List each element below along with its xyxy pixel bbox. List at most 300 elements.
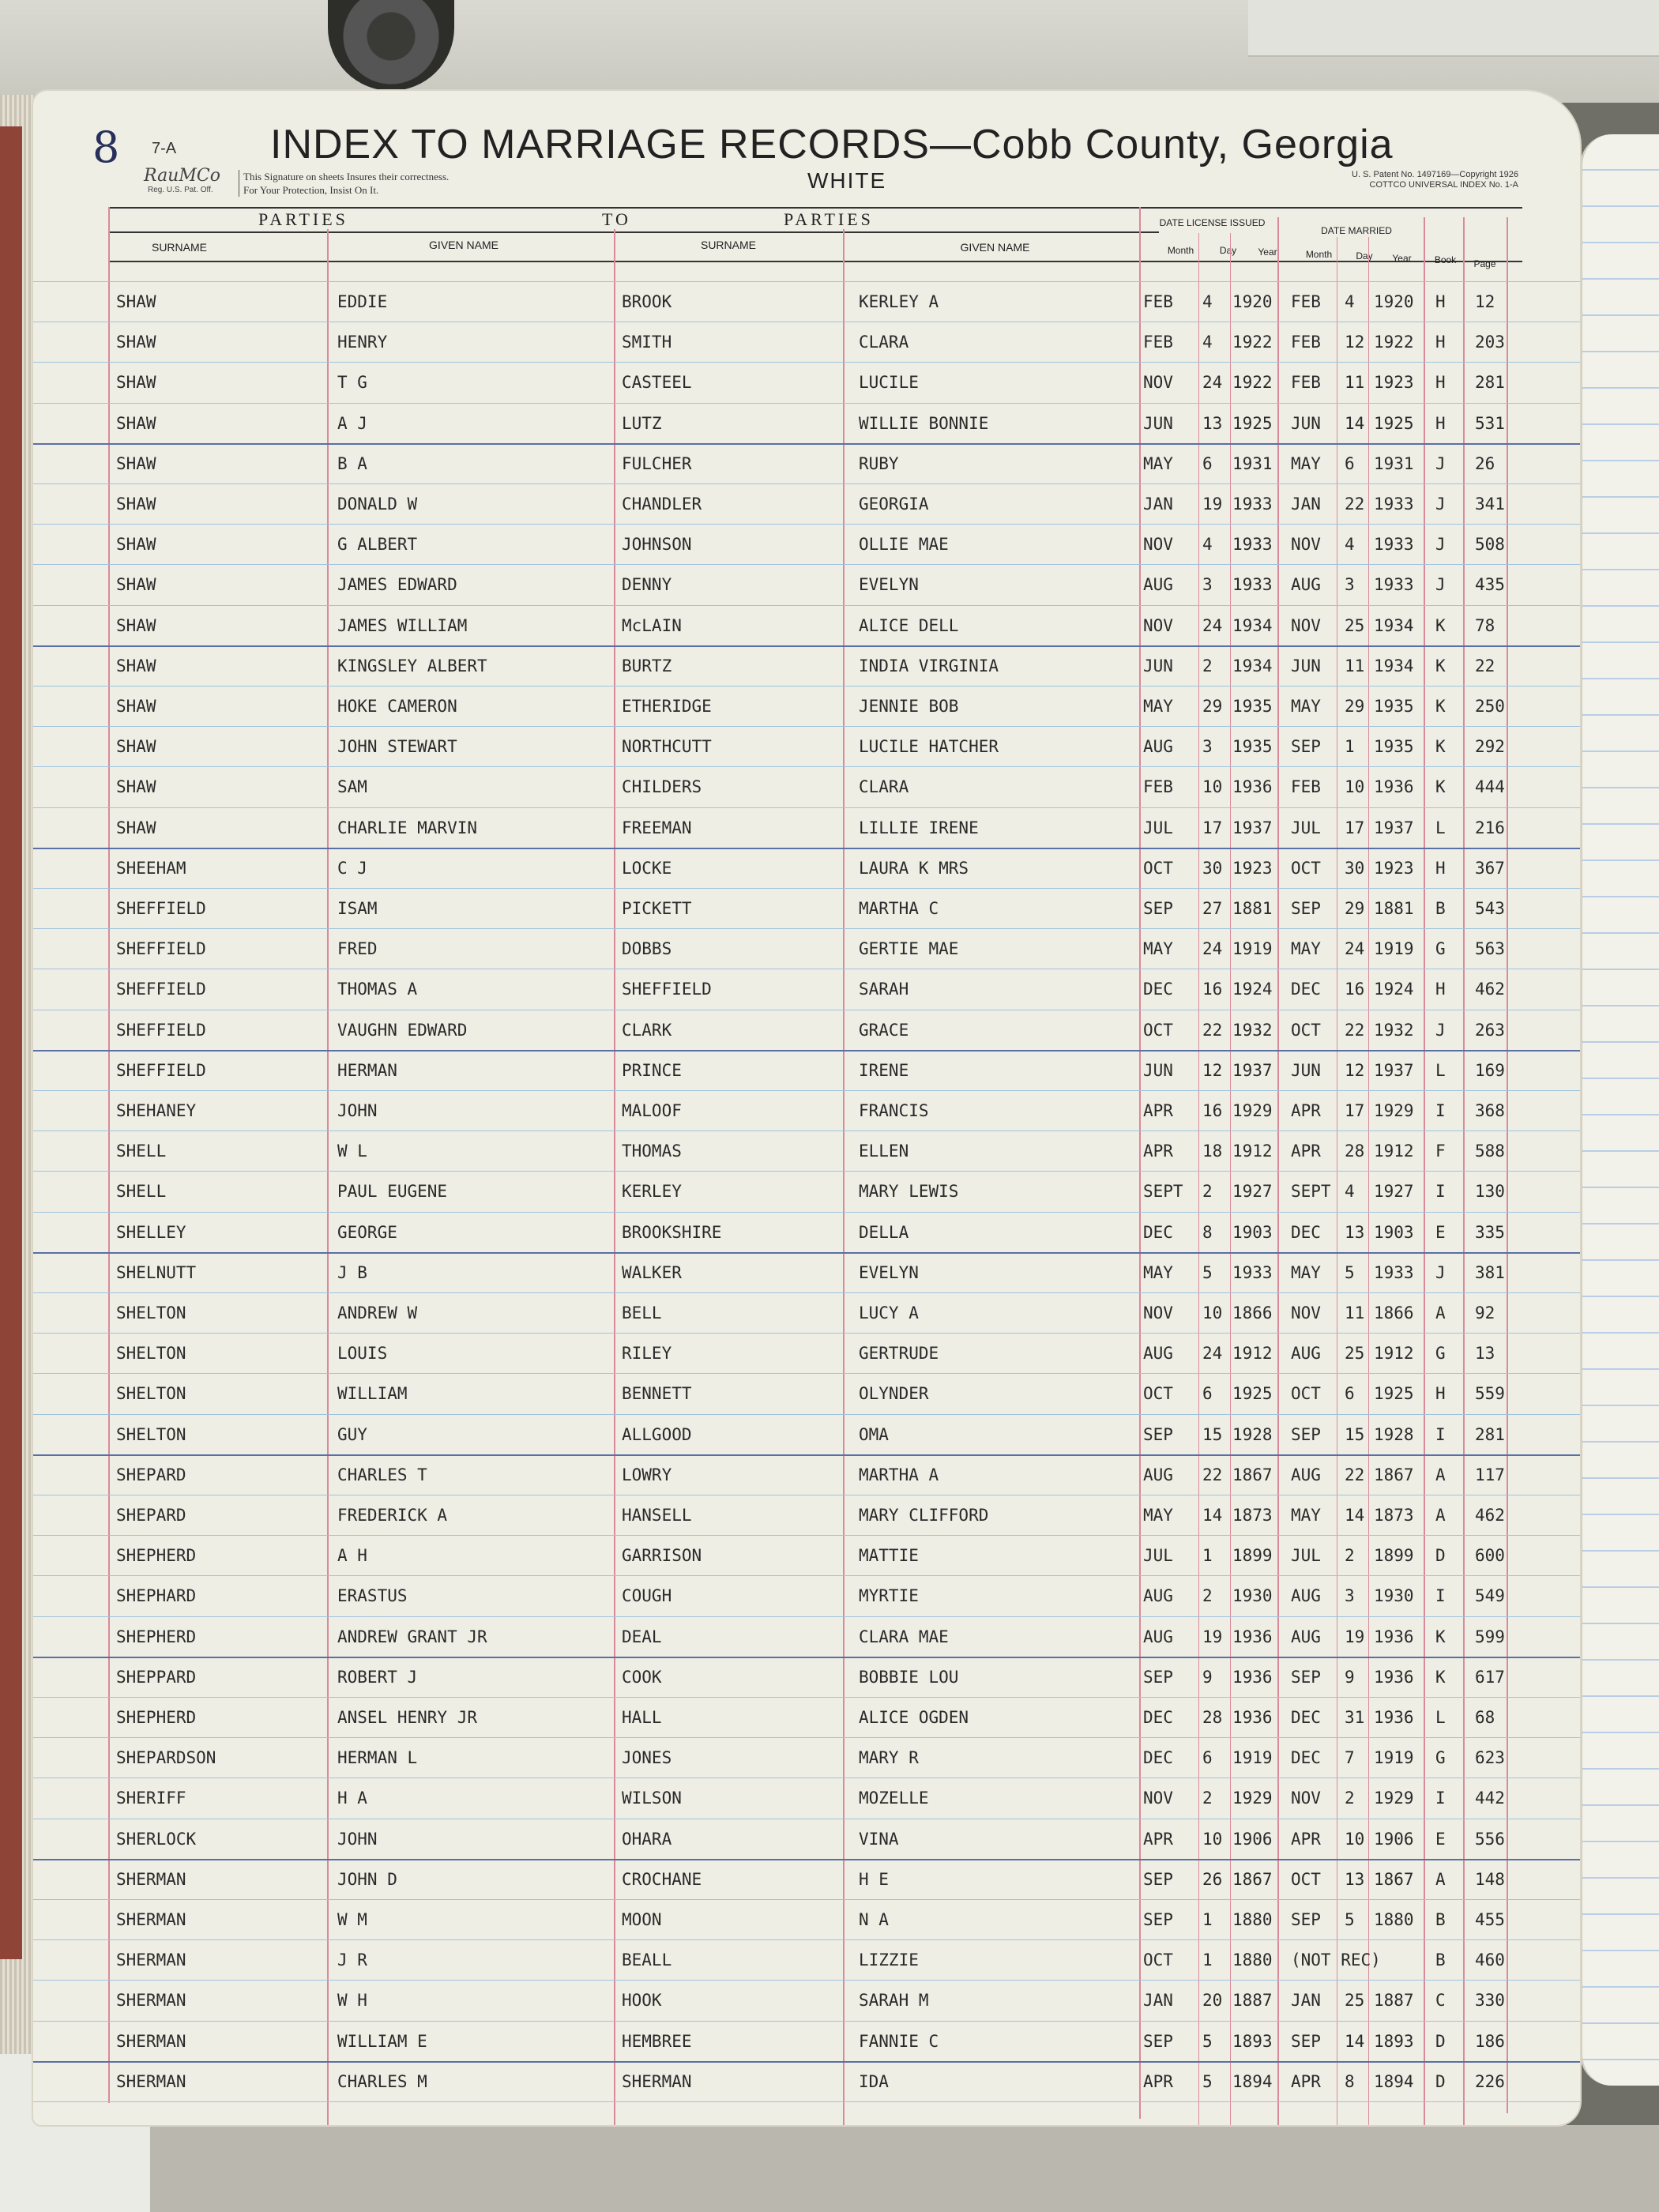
cell-surname-2: FULCHER	[622, 453, 692, 473]
cell-married-day: 14	[1345, 2031, 1365, 2051]
cell-surname-2: LUTZ	[622, 413, 662, 433]
notice-line-2: For Your Protection, Insist On It.	[243, 184, 379, 196]
cell-license-month: AUG	[1143, 1586, 1173, 1606]
cell-married-month: AUG	[1291, 1627, 1321, 1646]
cell-married-month: AUG	[1291, 1465, 1321, 1484]
cell-married-day: 14	[1345, 1506, 1365, 1525]
cell-license-day: 3	[1202, 737, 1213, 757]
cell-given-name-2: LUCILE HATCHER	[859, 737, 999, 757]
cell-page: 444	[1475, 777, 1505, 797]
cell-page: 600	[1475, 1546, 1505, 1566]
ruled-line	[33, 1737, 1580, 1738]
cell-book: L	[1435, 1708, 1446, 1727]
cell-page: 216	[1475, 818, 1505, 837]
cell-license-year: 1922	[1232, 333, 1273, 352]
ruled-line	[33, 1535, 1580, 1536]
cell-given-name-1: ANDREW GRANT JR	[337, 1627, 487, 1646]
cell-married-day: 3	[1345, 1586, 1355, 1606]
cell-given-name-2: GEORGIA	[859, 495, 929, 514]
cell-married-day: 11	[1345, 373, 1365, 393]
group-license: DATE LICENSE ISSUED	[1159, 217, 1266, 228]
cell-license-day: 2	[1202, 1586, 1213, 1606]
cell-given-name-1: T G	[337, 373, 367, 393]
cell-license-month: OCT	[1143, 858, 1173, 878]
cell-married-month: DEC	[1291, 1748, 1321, 1768]
cell-given-name-1: JOHN	[337, 1829, 378, 1849]
cell-given-name-2: IDA	[859, 2071, 889, 2091]
rule-license-year	[1230, 233, 1231, 2125]
cell-surname-1: SHEPARDSON	[116, 1748, 216, 1768]
cell-surname-2: HALL	[622, 1708, 662, 1727]
ruled-line	[33, 2021, 1580, 2022]
cell-married-day: 4	[1345, 1182, 1355, 1202]
ruled-line	[33, 1616, 1580, 1617]
cell-married-year: 1919	[1374, 939, 1414, 959]
ruled-line	[33, 1130, 1580, 1131]
cell-surname-2: LOCKE	[622, 858, 672, 878]
cell-married-day: 17	[1345, 1101, 1365, 1120]
cell-book: H	[1435, 292, 1446, 311]
cell-married-month: MAY	[1291, 453, 1321, 473]
cell-book: I	[1435, 1182, 1446, 1202]
cell-married-year: 1906	[1374, 1829, 1414, 1849]
cell-given-name-2: OMA	[859, 1424, 889, 1444]
cell-given-name-1: H A	[337, 1789, 367, 1808]
cell-license-month: NOV	[1143, 1304, 1173, 1322]
cell-surname-1: SHELTON	[116, 1344, 186, 1364]
cell-license-month: JUL	[1143, 818, 1173, 837]
cell-surname-1: SHEFFIELD	[116, 1020, 206, 1040]
cell-married-day: 22	[1345, 1465, 1365, 1484]
ruled-line	[33, 1333, 1580, 1334]
cell-surname-2: DEAL	[622, 1627, 662, 1646]
cell-license-month: NOV	[1143, 535, 1173, 555]
cell-given-name-1: ROBERT J	[337, 1667, 418, 1687]
cell-given-name-1: CHARLES T	[337, 1465, 427, 1484]
ruled-line	[33, 848, 1580, 849]
cell-married-month: JUN	[1291, 656, 1321, 675]
cell-surname-2: DOBBS	[622, 939, 672, 959]
cell-married-year: 1912	[1374, 1344, 1414, 1364]
cell-license-month: MAY	[1143, 1262, 1173, 1282]
cell-page: 68	[1475, 1708, 1495, 1727]
cell-married-month: NOV	[1291, 615, 1321, 635]
cell-married-year: 1933	[1374, 495, 1414, 514]
cell-married-month: MAY	[1291, 939, 1321, 959]
cell-book: J	[1435, 495, 1446, 514]
ruled-line	[33, 605, 1580, 606]
cell-book: D	[1435, 1546, 1446, 1566]
cell-married-day: 31	[1345, 1708, 1365, 1727]
cell-surname-2: McLAIN	[622, 615, 682, 635]
cell-license-month: AUG	[1143, 737, 1173, 757]
cell-surname-2: GARRISON	[622, 1546, 702, 1566]
cell-license-month: MAY	[1143, 1506, 1173, 1525]
cell-license-month: SEP	[1143, 1424, 1173, 1444]
cell-license-month: FEB	[1143, 777, 1173, 797]
ruled-line	[33, 1090, 1580, 1091]
cell-book: H	[1435, 413, 1446, 433]
cell-married-month: NOV	[1291, 1304, 1321, 1322]
cell-married-year: 1934	[1374, 615, 1414, 635]
cell-license-day: 24	[1202, 615, 1223, 635]
cell-license-day: 2	[1202, 1789, 1213, 1808]
cell-license-month: JUL	[1143, 1546, 1173, 1566]
cell-book: G	[1435, 1748, 1446, 1768]
cell-page: 26	[1475, 453, 1495, 473]
cell-married-month: DEC	[1291, 1708, 1321, 1727]
cell-page: 455	[1475, 1910, 1505, 1929]
ruled-line	[33, 362, 1580, 363]
cell-book: H	[1435, 333, 1446, 352]
ruled-line	[33, 564, 1580, 565]
cell-given-name-1: B A	[337, 453, 367, 473]
cell-given-name-1: ANDREW W	[337, 1304, 418, 1322]
cell-married-month: FEB	[1291, 777, 1321, 797]
ruled-line	[33, 1575, 1580, 1576]
cell-surname-1: SHELLEY	[116, 1222, 186, 1242]
cell-book: K	[1435, 697, 1446, 716]
cell-surname-1: SHAW	[116, 453, 156, 473]
cell-license-year: 1903	[1232, 1222, 1273, 1242]
cell-page: 549	[1475, 1586, 1505, 1606]
cell-license-day: 27	[1202, 899, 1223, 918]
cell-book: C	[1435, 1991, 1446, 2011]
cell-married-day: 2	[1345, 1789, 1355, 1808]
cell-surname-2: HOOK	[622, 1991, 662, 2011]
header-rule-mid	[108, 231, 1159, 233]
cell-book: A	[1435, 1465, 1446, 1484]
cell-given-name-1: HERMAN	[337, 1060, 397, 1080]
cell-married-month: JUN	[1291, 413, 1321, 433]
cell-surname-2: JOHNSON	[622, 535, 692, 555]
cell-given-name-2: KERLEY A	[859, 292, 939, 311]
ruled-line	[33, 2061, 1580, 2063]
cell-page: 341	[1475, 495, 1505, 514]
col-book: Book	[1434, 254, 1457, 265]
cell-license-day: 24	[1202, 939, 1223, 959]
cell-given-name-2: MARY LEWIS	[859, 1182, 959, 1202]
cell-married-day: 19	[1345, 1627, 1365, 1646]
cell-surname-1: SHEFFIELD	[116, 980, 206, 999]
cell-page: 186	[1475, 2031, 1505, 2051]
cell-given-name-1: JAMES EDWARD	[337, 575, 457, 595]
cell-license-month: JAN	[1143, 1991, 1173, 2011]
cell-license-month: JAN	[1143, 495, 1173, 514]
cell-surname-1: SHAW	[116, 697, 156, 716]
cell-license-year: 1893	[1232, 2031, 1273, 2051]
cell-married-year: 1893	[1374, 2031, 1414, 2051]
cell-license-year: 1934	[1232, 656, 1273, 675]
cell-married-day: 7	[1345, 1748, 1355, 1768]
cell-given-name-1: JOHN	[337, 1101, 378, 1120]
col-surname-2: SURNAME	[700, 239, 756, 251]
rule-license	[1139, 207, 1141, 2119]
cell-married-month: FEB	[1291, 333, 1321, 352]
cell-license-day: 4	[1202, 535, 1213, 555]
page-title: INDEX TO MARRIAGE RECORDS—Cobb County, Georgia	[270, 122, 1394, 167]
cell-surname-1: SHAW	[116, 495, 156, 514]
cell-married-month: FEB	[1291, 373, 1321, 393]
cell-surname-1: SHAW	[116, 777, 156, 797]
col-license-day: Day	[1219, 245, 1237, 256]
cell-book: J	[1435, 453, 1446, 473]
cell-given-name-2: LAURA K MRS	[859, 858, 969, 878]
cell-surname-1: SHERIFF	[116, 1789, 186, 1808]
ruled-line	[33, 645, 1580, 647]
cell-license-day: 22	[1202, 1465, 1223, 1484]
cell-married-day: 8	[1345, 2071, 1355, 2091]
cell-book: A	[1435, 1869, 1446, 1889]
col-license-month: Month	[1167, 245, 1194, 256]
cell-page: 263	[1475, 1020, 1505, 1040]
cell-married-month: DEC	[1291, 980, 1321, 999]
cell-license-day: 8	[1202, 1222, 1213, 1242]
cell-surname-1: SHERMAN	[116, 1869, 186, 1889]
cell-license-month: AUG	[1143, 1344, 1173, 1364]
cell-given-name-2: OLLIE MAE	[859, 535, 949, 555]
cell-page: 556	[1475, 1829, 1505, 1849]
cell-given-name-1: HOKE CAMERON	[337, 697, 457, 716]
cell-married-month: OCT	[1291, 1020, 1321, 1040]
cell-married-year: 1935	[1374, 697, 1414, 716]
cell-married-year: 1912	[1374, 1142, 1414, 1161]
cell-license-year: 1933	[1232, 495, 1273, 514]
cell-given-name-2: WILLIE BONNIE	[859, 413, 989, 433]
cell-given-name-2: EVELYN	[859, 1262, 919, 1282]
cell-given-name-1: C J	[337, 858, 367, 878]
cell-married-month: OCT	[1291, 1384, 1321, 1404]
publisher-logo: RauMCo	[144, 166, 220, 186]
ruled-line	[33, 807, 1580, 808]
cell-married-month: JUL	[1291, 1546, 1321, 1566]
cell-married-month: SEP	[1291, 737, 1321, 757]
cell-page: 462	[1475, 1506, 1505, 1525]
cell-book: A	[1435, 1506, 1446, 1525]
cell-license-day: 10	[1202, 777, 1223, 797]
cell-book: L	[1435, 818, 1446, 837]
cell-given-name-2: LUCILE	[859, 373, 919, 393]
cell-license-year: 1936	[1232, 1627, 1273, 1646]
cell-married-year: 1932	[1374, 1020, 1414, 1040]
cell-surname-1: SHEPPARD	[116, 1667, 197, 1687]
cell-married-day: 10	[1345, 1829, 1365, 1849]
cell-license-day: 14	[1202, 1506, 1223, 1525]
header-rule-top	[108, 207, 1522, 209]
facing-page	[1580, 134, 1659, 2086]
cell-surname-2: SHEFFIELD	[622, 980, 712, 999]
cell-married-year: 1936	[1374, 1627, 1414, 1646]
cell-married-year: 1936	[1374, 777, 1414, 797]
cell-married-day: 5	[1345, 1910, 1355, 1929]
cell-book: G	[1435, 939, 1446, 959]
ruled-line	[33, 483, 1580, 484]
cell-book: J	[1435, 1020, 1446, 1040]
cell-license-day: 24	[1202, 1344, 1223, 1364]
cell-book: K	[1435, 656, 1446, 675]
cell-surname-1: SHERMAN	[116, 1991, 186, 2011]
ruled-line	[33, 1292, 1580, 1293]
cell-married-year: 1887	[1374, 1991, 1414, 2011]
cell-license-month: SEPT	[1143, 1182, 1183, 1202]
ruled-line	[33, 766, 1580, 767]
cell-page: 330	[1475, 1991, 1505, 2011]
cell-married-day: 25	[1345, 1344, 1365, 1364]
cell-given-name-2: JENNIE BOB	[859, 697, 959, 716]
cell-surname-1: SHEPHERD	[116, 1708, 197, 1727]
cell-license-month: NOV	[1143, 615, 1173, 635]
rule-right-margin	[1507, 217, 1508, 2113]
cell-surname-2: FREEMAN	[622, 818, 692, 837]
cell-page: 13	[1475, 1344, 1495, 1364]
cell-married-month: OCT	[1291, 1869, 1321, 1889]
col-page: Page	[1473, 258, 1496, 269]
cell-book: F	[1435, 1142, 1446, 1161]
cell-license-year: 1931	[1232, 453, 1273, 473]
cell-page: 250	[1475, 697, 1505, 716]
cell-license-year: 1880	[1232, 1951, 1273, 1970]
cell-married-month: (NOT REC)	[1291, 1951, 1381, 1970]
cell-license-month: DEC	[1143, 980, 1173, 999]
cell-license-day: 1	[1202, 1910, 1213, 1929]
cell-surname-2: NORTHCUTT	[622, 737, 712, 757]
cell-surname-2: MOON	[622, 1910, 662, 1929]
cell-married-day: 30	[1345, 858, 1365, 878]
cell-surname-2: THOMAS	[622, 1142, 682, 1161]
cell-license-day: 4	[1202, 292, 1213, 311]
cell-page: 617	[1475, 1667, 1505, 1687]
cell-book: L	[1435, 1060, 1446, 1080]
cell-license-month: AUG	[1143, 575, 1173, 595]
cell-given-name-1: DONALD W	[337, 495, 418, 514]
cell-license-year: 1933	[1232, 1262, 1273, 1282]
ruled-line	[33, 1050, 1580, 1051]
cell-given-name-1: FREDERICK A	[337, 1506, 448, 1525]
cell-given-name-1: CHARLIE MARVIN	[337, 818, 478, 837]
cell-given-name-2: MYRTIE	[859, 1586, 919, 1606]
cell-license-year: 1935	[1232, 697, 1273, 716]
cell-surname-1: SHAW	[116, 575, 156, 595]
cell-given-name-1: FRED	[337, 939, 378, 959]
cell-surname-2: BELL	[622, 1304, 662, 1322]
cell-license-month: JUN	[1143, 413, 1173, 433]
cell-license-month: NOV	[1143, 1789, 1173, 1808]
cell-license-day: 12	[1202, 1060, 1223, 1080]
rule-given-1	[327, 229, 329, 2125]
cell-given-name-1: W H	[337, 1991, 367, 2011]
cell-license-day: 29	[1202, 697, 1223, 716]
cell-given-name-2: ALICE OGDEN	[859, 1708, 969, 1727]
cell-license-month: MAY	[1143, 697, 1173, 716]
cell-given-name-1: A H	[337, 1546, 367, 1566]
cell-surname-2: ETHERIDGE	[622, 697, 712, 716]
cell-married-day: 5	[1345, 1262, 1355, 1282]
cell-license-day: 16	[1202, 1101, 1223, 1120]
cell-married-month: JUL	[1291, 818, 1321, 837]
cell-surname-1: SHAW	[116, 292, 156, 311]
cell-license-month: DEC	[1143, 1222, 1173, 1242]
cell-surname-2: BURTZ	[622, 656, 672, 675]
cell-book: A	[1435, 1304, 1446, 1322]
cell-given-name-2: LUCY A	[859, 1304, 919, 1322]
cell-license-month: DEC	[1143, 1708, 1173, 1727]
cell-book: H	[1435, 1384, 1446, 1404]
cell-surname-2: WALKER	[622, 1262, 682, 1282]
cell-married-year: 1929	[1374, 1789, 1414, 1808]
cell-married-month: SEP	[1291, 1667, 1321, 1687]
cell-license-day: 15	[1202, 1424, 1223, 1444]
cell-surname-1: SHEFFIELD	[116, 899, 206, 918]
cell-license-year: 1930	[1232, 1586, 1273, 1606]
cell-license-day: 20	[1202, 1991, 1223, 2011]
cell-married-month: OCT	[1291, 858, 1321, 878]
ruled-line	[33, 928, 1580, 929]
col-married-year: Year	[1392, 253, 1412, 264]
cell-license-day: 22	[1202, 1020, 1223, 1040]
ruled-line	[33, 888, 1580, 889]
cell-given-name-1: ISAM	[337, 899, 378, 918]
cell-book: D	[1435, 2031, 1446, 2051]
cell-surname-1: SHERMAN	[116, 2071, 186, 2091]
cell-surname-2: BROOKSHIRE	[622, 1222, 722, 1242]
cell-license-year: 1924	[1232, 980, 1273, 999]
cell-given-name-1: ANSEL HENRY JR	[337, 1708, 478, 1727]
cell-surname-2: WILSON	[622, 1789, 682, 1808]
cell-page: 292	[1475, 737, 1505, 757]
cell-surname-2: COUGH	[622, 1586, 672, 1606]
ruled-line	[33, 443, 1580, 445]
cell-given-name-2: MARTHA A	[859, 1465, 939, 1484]
cell-surname-2: DENNY	[622, 575, 672, 595]
cell-married-month: SEP	[1291, 2031, 1321, 2051]
patent-notice	[1281, 170, 1518, 190]
cell-married-year: 1936	[1374, 1667, 1414, 1687]
cell-surname-2: CASTEEL	[622, 373, 692, 393]
cell-license-day: 9	[1202, 1667, 1213, 1687]
cell-license-year: 1906	[1232, 1829, 1273, 1849]
cell-book: E	[1435, 1222, 1446, 1242]
cell-surname-2: CHANDLER	[622, 495, 702, 514]
cell-given-name-1: W L	[337, 1142, 367, 1161]
cell-given-name-2: ALICE DELL	[859, 615, 959, 635]
cell-given-name-1: JAMES WILLIAM	[337, 615, 468, 635]
col-license-year: Year	[1258, 246, 1277, 258]
cell-surname-2: JONES	[622, 1748, 672, 1768]
cell-book: K	[1435, 1627, 1446, 1646]
cell-given-name-1: THOMAS A	[337, 980, 418, 999]
cell-married-year: 1920	[1374, 292, 1414, 311]
cell-surname-1: SHAW	[116, 535, 156, 555]
cell-license-day: 17	[1202, 818, 1223, 837]
cell-license-year: 1936	[1232, 1667, 1273, 1687]
cell-license-year: 1919	[1232, 1748, 1273, 1768]
cell-surname-1: SHEEHAM	[116, 858, 186, 878]
cell-surname-2: LOWRY	[622, 1465, 672, 1484]
cell-book: I	[1435, 1586, 1446, 1606]
publisher-reg: Reg. U.S. Pat. Off.	[148, 186, 213, 194]
page-number: 8	[92, 122, 120, 172]
cell-license-month: JUN	[1143, 1060, 1173, 1080]
cell-given-name-1: WILLIAM E	[337, 2031, 427, 2051]
cell-married-year: 1937	[1374, 1060, 1414, 1080]
group-to: TO	[602, 209, 631, 229]
cell-surname-2: PRINCE	[622, 1060, 682, 1080]
cell-license-day: 5	[1202, 1262, 1213, 1282]
cell-license-day: 4	[1202, 333, 1213, 352]
cell-license-year: 1936	[1232, 1708, 1273, 1727]
cell-given-name-2: RUBY	[859, 453, 899, 473]
cell-license-year: 1912	[1232, 1142, 1273, 1161]
